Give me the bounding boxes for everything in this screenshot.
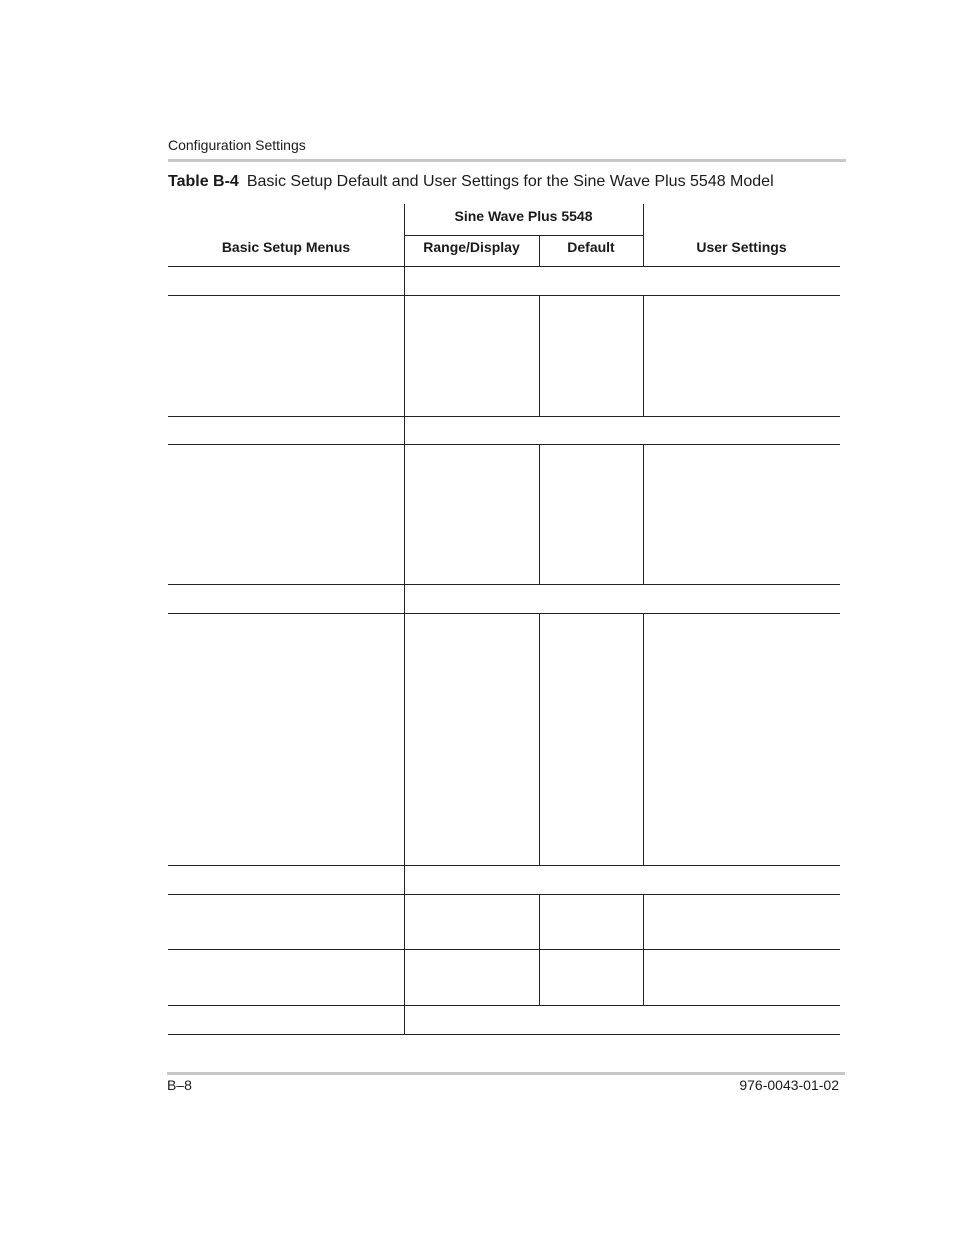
row-divider [168, 1005, 840, 1006]
row-divider [168, 584, 840, 585]
column-header-menus: Basic Setup Menus [221, 239, 351, 255]
table-caption-label: Table B-4 [168, 173, 239, 190]
footer-rule [167, 1072, 845, 1075]
column-divider [643, 444, 644, 584]
row-divider [168, 865, 840, 866]
row-divider [168, 613, 840, 614]
row-divider [168, 444, 840, 445]
running-header: Configuration Settings [168, 137, 306, 153]
column-divider [539, 894, 540, 1005]
row-divider [168, 295, 840, 296]
document-number: 976-0043-01-02 [739, 1077, 839, 1093]
column-divider [539, 295, 540, 416]
column-divider [643, 613, 644, 865]
column-divider [404, 266, 405, 1034]
header-rule [168, 159, 846, 162]
column-divider [643, 295, 644, 416]
group-header: Sine Wave Plus 5548 [454, 208, 593, 224]
row-divider [168, 416, 840, 417]
row-divider [168, 894, 840, 895]
column-divider [539, 613, 540, 865]
column-header-user: User Settings [696, 239, 787, 255]
group-header-rule [404, 235, 643, 236]
column-header-range: Range/Display [423, 239, 520, 255]
table-caption [168, 173, 774, 191]
column-divider [643, 894, 644, 1005]
page-number: B–8 [167, 1077, 192, 1093]
row-divider [168, 949, 840, 950]
column-divider [539, 444, 540, 584]
header-divider [539, 235, 540, 266]
row-divider [168, 1034, 840, 1035]
header-divider [643, 204, 644, 266]
table-caption-text: Basic Setup Default and User Settings for the Sine Wave Plus 5548 Model [246, 173, 774, 190]
row-divider [168, 266, 840, 267]
column-header-default: Default [567, 239, 615, 255]
